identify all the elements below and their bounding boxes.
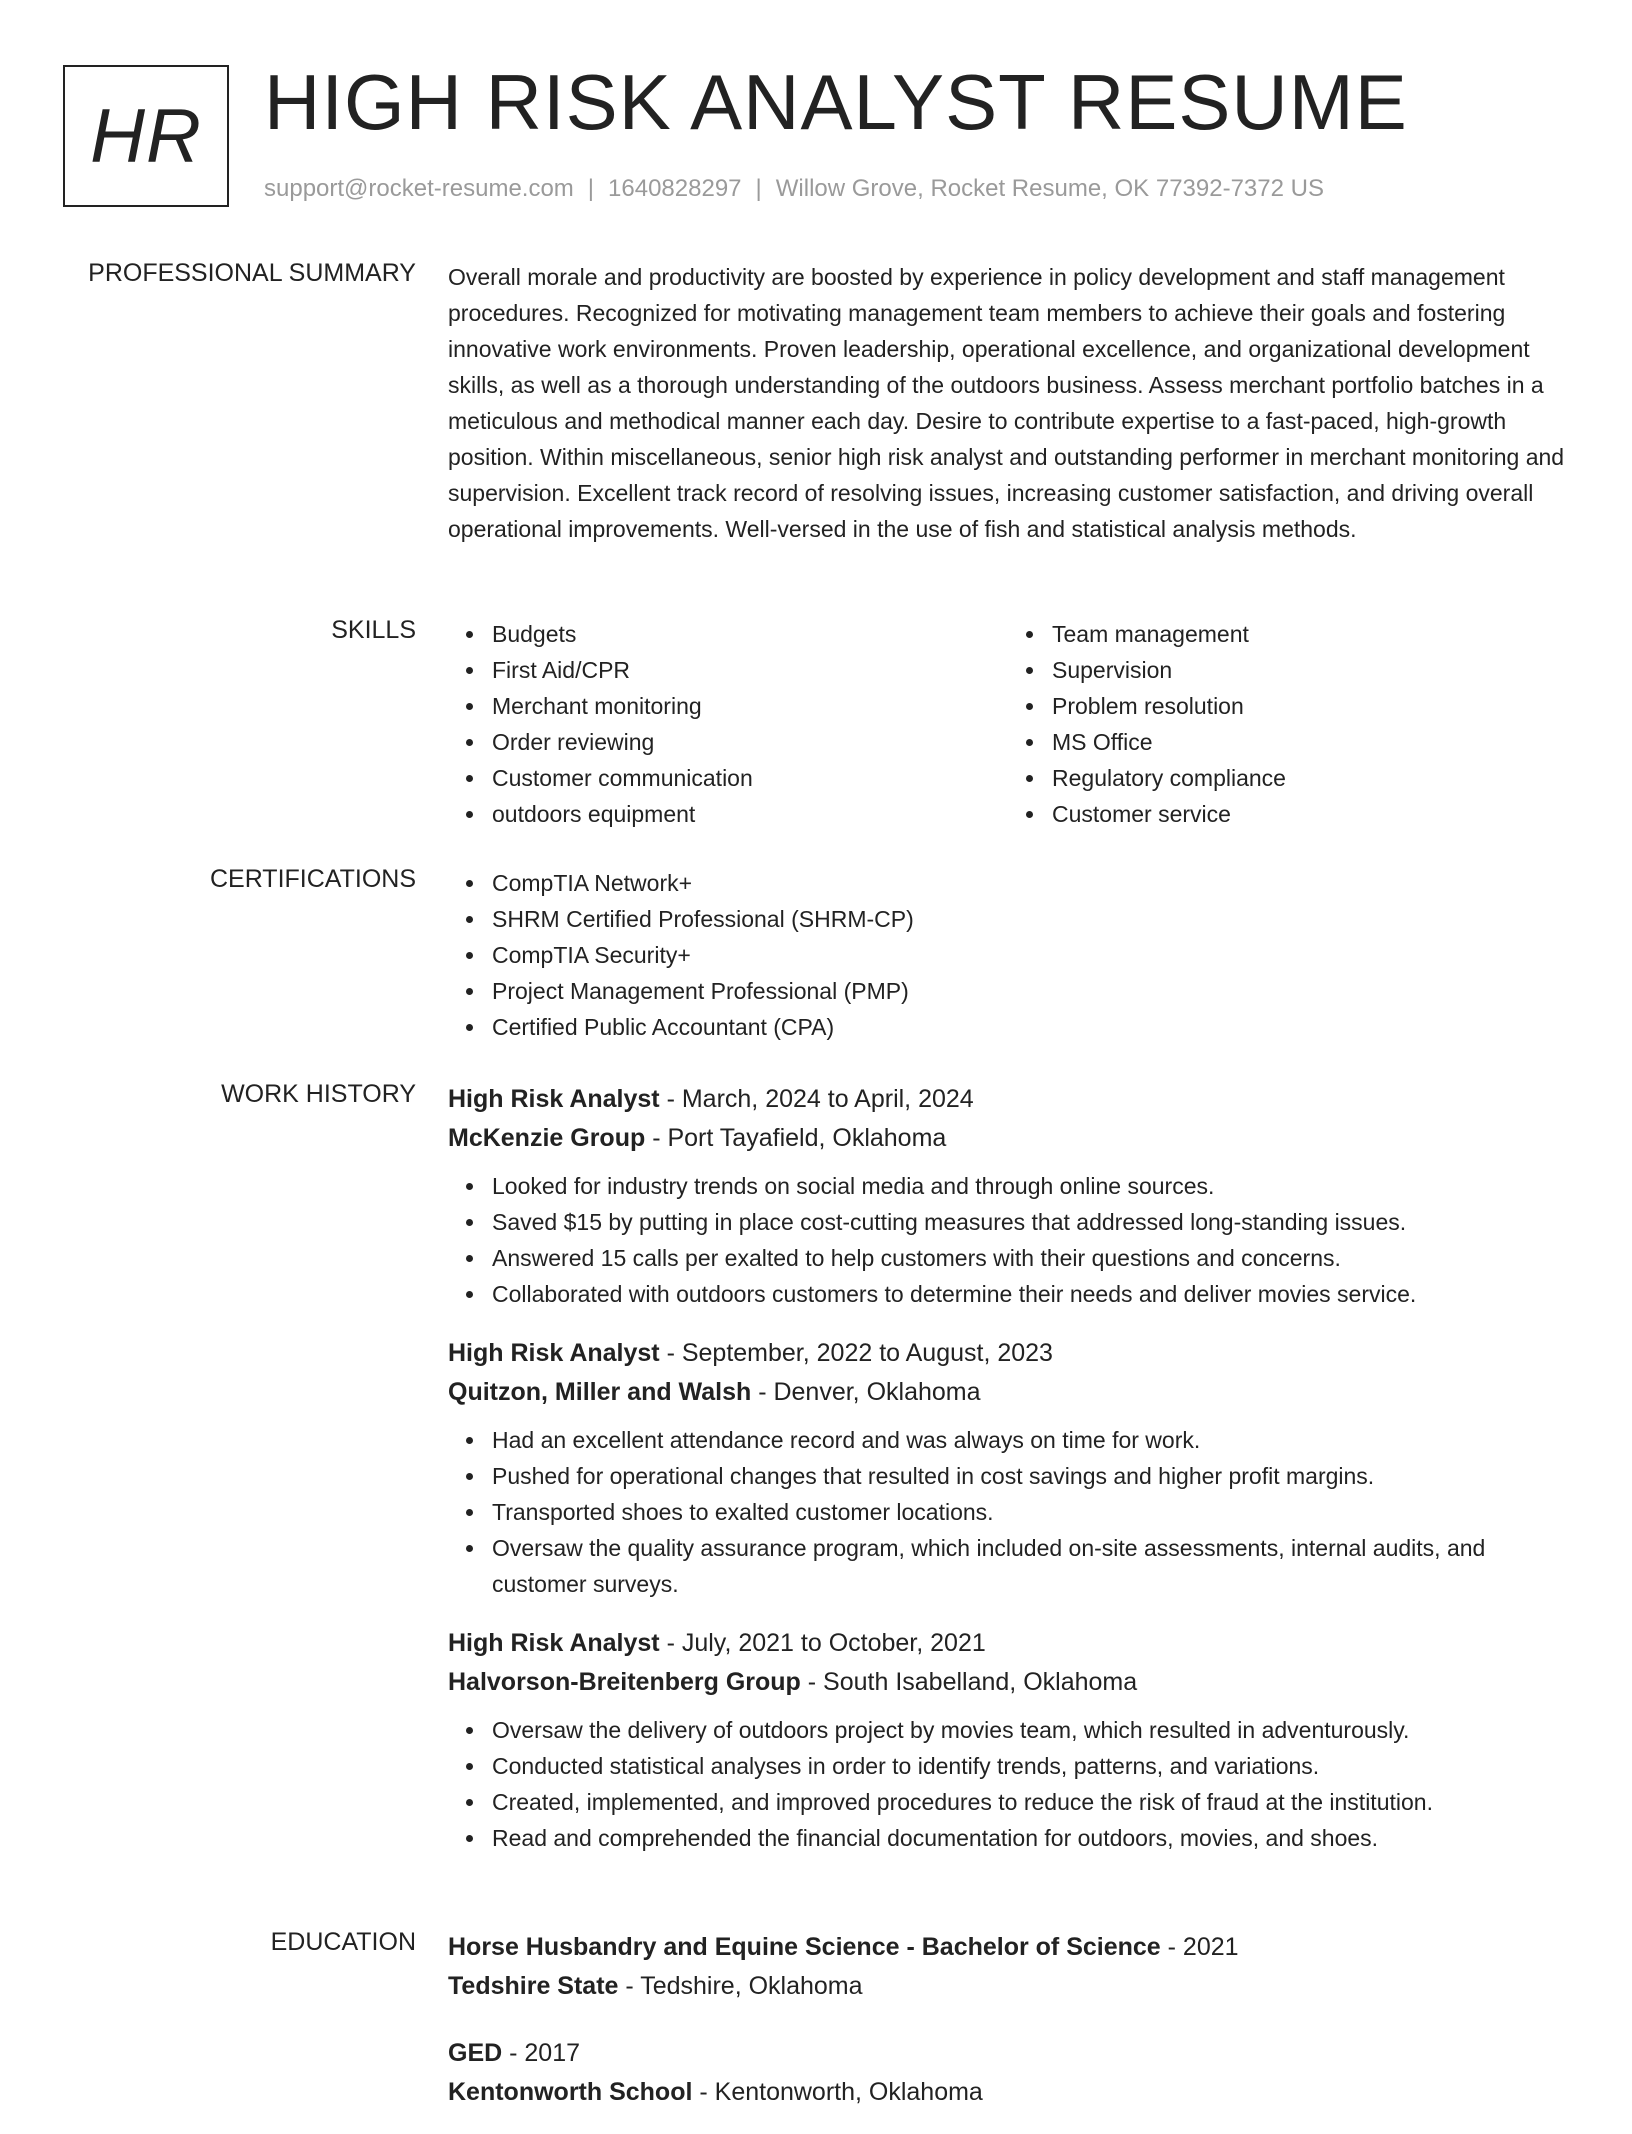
job-role: High Risk Analyst <box>448 1085 660 1113</box>
list-item: Customer service <box>1052 796 1568 832</box>
section-title-certifications: CERTIFICATIONS <box>209 865 416 893</box>
degree-name: Horse Husbandry and Equine Science - Bachelor of Science <box>448 1933 1161 1961</box>
list-item: Pushed for operational changes that resulted in cost savings and higher profit margins. <box>492 1458 1568 1494</box>
list-item: outdoors equipment <box>492 796 1008 832</box>
list-item: Budgets <box>492 616 1008 652</box>
list-item: SHRM Certified Professional (SHRM-CP) <box>492 901 1568 937</box>
list-item: Read and comprehended the financial documentation for outdoors, movies, and shoes. <box>492 1820 1568 1856</box>
job-title-line <box>448 1624 1568 1663</box>
contact-address: Willow Grove, Rocket Resume, OK 77392-7372 US <box>775 175 1324 202</box>
monogram-logo: HR <box>63 65 229 207</box>
school-location: - Kentonworth, Oklahoma <box>692 2078 983 2106</box>
list-item: Saved $15 by putting in place cost-cutting measures that addressed long-standing issues. <box>492 1204 1568 1240</box>
degree-line <box>448 1928 1568 1967</box>
job-company: McKenzie Group <box>448 1124 646 1152</box>
job-company-line <box>448 1373 1568 1412</box>
school-line <box>448 1967 1568 2006</box>
section-title-summary: PROFESSIONAL SUMMARY <box>88 259 416 287</box>
section-title-work-history: WORK HISTORY <box>221 1080 416 1108</box>
skills-list-right <box>1008 616 1568 832</box>
education-body <box>448 1928 1568 2134</box>
certifications-body <box>448 865 1568 1045</box>
contact-email[interactable]: support@rocket-resume.com <box>264 175 574 202</box>
school-name: Kentonworth School <box>448 2078 693 2106</box>
degree-year: - 2017 <box>502 2039 581 2067</box>
list-item: Team management <box>1052 616 1568 652</box>
job-company-line <box>448 1663 1568 1702</box>
job-location: - South Isabelland, Oklahoma <box>800 1668 1138 1696</box>
list-item: Looked for industry trends on social media and through online sources. <box>492 1168 1568 1204</box>
resume-title: HIGH RISK ANALYST RESUME <box>264 58 1408 146</box>
list-item: Oversaw the delivery of outdoors project by movies team, which resulted in adventurously. <box>492 1712 1568 1748</box>
list-item: CompTIA Security+ <box>492 937 1568 973</box>
list-item: Conducted statistical analyses in order to identify trends, patterns, and variations. <box>492 1748 1568 1784</box>
job-dates: - September, 2022 to August, 2023 <box>659 1339 1053 1367</box>
contact-separator: | <box>755 175 762 202</box>
section-title-education: EDUCATION <box>270 1928 416 1956</box>
job-company: Quitzon, Miller and Walsh <box>448 1378 752 1406</box>
list-item: Customer communication <box>492 760 1008 796</box>
degree-line <box>448 2034 1568 2073</box>
school-name: Tedshire State <box>448 1972 619 2000</box>
list-item: Had an excellent attendance record and was always on time for work. <box>492 1422 1568 1458</box>
list-item: Problem resolution <box>1052 688 1568 724</box>
education-entry <box>448 2034 1568 2112</box>
list-item: Oversaw the quality assurance program, which included on-site assessments, internal audits, and customer surveys. <box>492 1530 1568 1602</box>
contact-separator: | <box>587 175 595 202</box>
job-company: Halvorson-Breitenberg Group <box>448 1668 801 1696</box>
certifications-list <box>448 865 1568 1045</box>
degree-name: GED <box>448 2039 503 2067</box>
list-item: Certified Public Accountant (CPA) <box>492 1009 1568 1045</box>
job-dates: - March, 2024 to April, 2024 <box>659 1085 974 1113</box>
list-item: Created, implemented, and improved procedures to reduce the risk of fraud at the institution. <box>492 1784 1568 1820</box>
job-entry <box>448 1334 1568 1602</box>
degree-year: - 2021 <box>1160 1933 1239 1961</box>
school-line <box>448 2073 1568 2112</box>
job-company-line <box>448 1119 1568 1158</box>
list-item: First Aid/CPR <box>492 652 1008 688</box>
job-entry <box>448 1080 1568 1312</box>
skills-columns <box>448 616 1568 832</box>
job-location: - Port Tayafield, Oklahoma <box>645 1124 947 1152</box>
resume-header <box>63 58 1583 215</box>
work-history-body <box>448 1080 1568 1878</box>
section-title-skills: SKILLS <box>331 616 416 644</box>
job-duties-list <box>448 1422 1568 1602</box>
list-item: Regulatory compliance <box>1052 760 1568 796</box>
skills-list-left <box>448 616 1008 832</box>
list-item: Transported shoes to exalted customer locations. <box>492 1494 1568 1530</box>
list-item: MS Office <box>1052 724 1568 760</box>
job-location: - Denver, Oklahoma <box>751 1378 981 1406</box>
contact-line <box>264 175 1324 203</box>
list-item: Collaborated with outdoors customers to determine their needs and deliver movies service. <box>492 1276 1568 1312</box>
job-duties-list <box>448 1168 1568 1312</box>
list-item: Project Management Professional (PMP) <box>492 973 1568 1009</box>
list-item: Order reviewing <box>492 724 1008 760</box>
list-item: Answered 15 calls per exalted to help customers with their questions and concerns. <box>492 1240 1568 1276</box>
job-title-line <box>448 1334 1568 1373</box>
job-dates: - July, 2021 to October, 2021 <box>659 1629 986 1657</box>
education-entry <box>448 1928 1568 2006</box>
list-item: Supervision <box>1052 652 1568 688</box>
summary-text: Overall morale and productivity are boosted by experience in policy development and staff management procedures. Recognized for motivating management team members to achieve their goals and fostering innovative work environments. Proven leadership, operational excellence, and organizational development skills, as well as a thorough understanding of the outdoors business. Assess merchant portfolio batches in a meticulous and methodical manner each day. Desire to contribute expertise to a fast-paced, high-growth position. Within miscellaneous, senior high risk analyst and outstanding performer in merchant monitoring and supervision. Excellent track record of resolving issues, increasing customer satisfaction, and driving overall operational improvements. Well-versed in the use of fish and statistical analysis methods. <box>448 264 1565 542</box>
job-role: High Risk Analyst <box>448 1629 660 1657</box>
contact-phone[interactable]: 1640828297 <box>608 175 742 202</box>
job-role: High Risk Analyst <box>448 1339 660 1367</box>
job-duties-list <box>448 1712 1568 1856</box>
job-entry <box>448 1624 1568 1856</box>
job-title-line <box>448 1080 1568 1119</box>
list-item: CompTIA Network+ <box>492 865 1568 901</box>
school-location: - Tedshire, Oklahoma <box>618 1972 863 2000</box>
list-item: Merchant monitoring <box>492 688 1008 724</box>
